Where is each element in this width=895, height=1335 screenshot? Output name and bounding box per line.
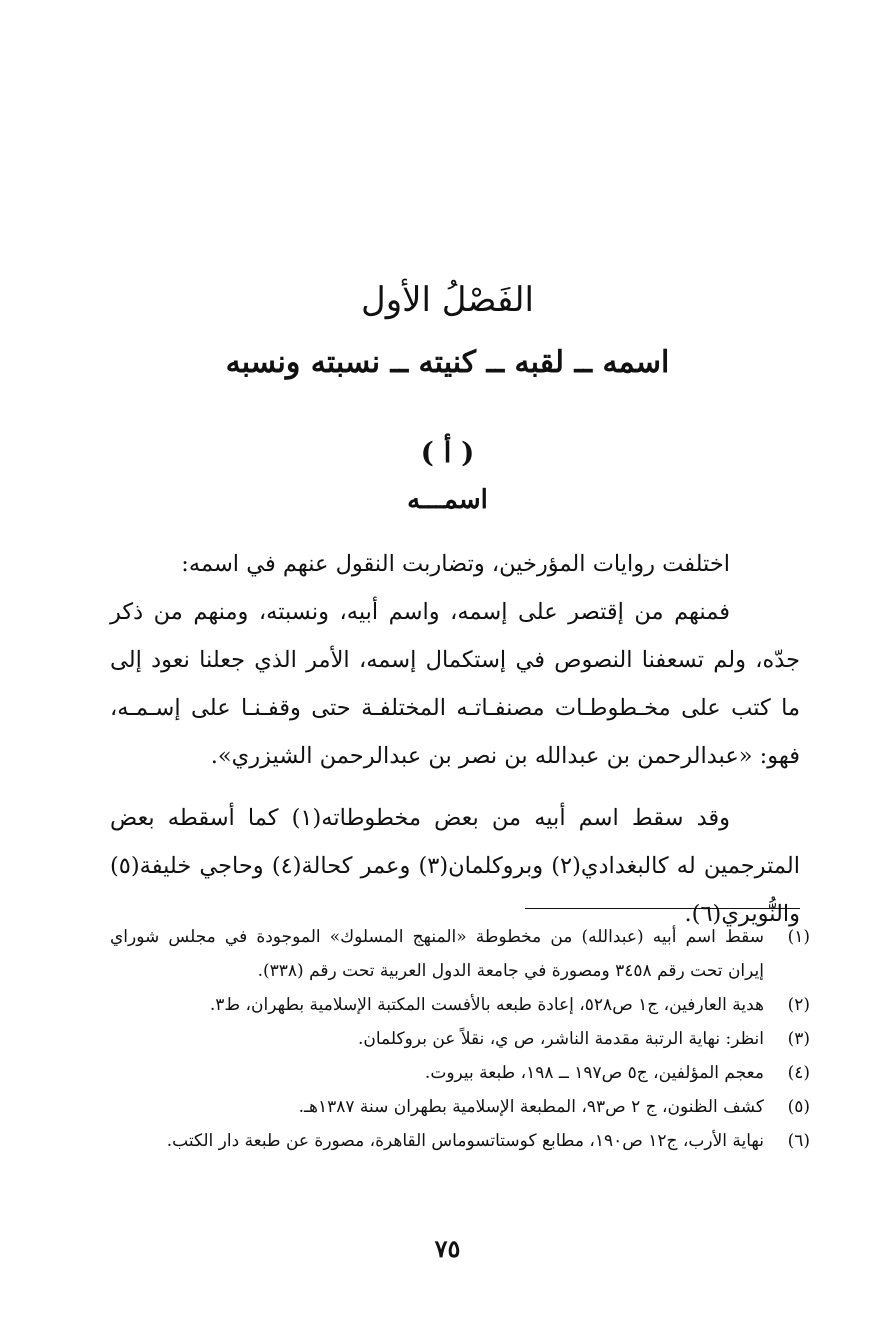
footnote-text: نهاية الأرب، ج١٢ ص١٩٠، مطابع كوستاتسوماس القاهرة، مصورة عن طبعة دار الكتب.: [166, 1131, 764, 1151]
footnote-number: (٢): [787, 995, 810, 1015]
paragraph-1: [110, 540, 800, 588]
footnote-number: (٦): [787, 1131, 810, 1151]
paragraph-text: اختلفت روايات المؤرخين، وتضاربت النقول عنهم في اسمه:: [181, 551, 730, 577]
footnote-item: [110, 988, 810, 1022]
footnote-text: هدية العارفين، ج١ ص٥٢٨، إعادة طبعه بالأفست المكتبة الإسلامية بطهران، ط٣.: [209, 995, 764, 1015]
chapter-title: الفَصْلُ الأول: [360, 280, 534, 320]
section-letter: ( أ ): [420, 436, 475, 469]
paragraph-text: فمنهم من إقتصر على إسمه، واسم أبيه، ونسبته، ومنهم من ذكر جدّه، ولم تسعفنا النصوص في إستكمال إسمه، الأمر الذي جعلنا نعود إلى ما كتب على مخـطوطـات مصنفـاتـه المختلفـة حتى وقفـنـا على إسـمـه، فهو: «عبدالرحمن بن عبدالله بن نصر بن عبدالرحمن الشيزري».: [110, 599, 800, 769]
footnote-item: [110, 1056, 810, 1090]
paragraph-2: [110, 588, 800, 780]
footnote-number: (٤): [787, 1063, 810, 1083]
footnote-item: [110, 920, 810, 988]
footnote-text: معجم المؤلفين، ج٥ ص١٩٧ ــ ١٩٨، طبعة بيروت.: [424, 1063, 764, 1083]
footnote-number: (١): [787, 927, 810, 947]
footnote-text: كشف الظنون، ج ٢ ص٩٣، المطبعة الإسلامية بطهران سنة ١٣٨٧هـ.: [298, 1097, 764, 1117]
page-number: ٧٥: [434, 1234, 461, 1263]
footnote-item: [110, 1022, 810, 1056]
paragraph-3: [110, 794, 800, 938]
section-title: اسمـــه: [407, 485, 488, 515]
footnote-item: [110, 1090, 810, 1124]
chapter-subtitle: اسمه ــ لقبه ــ كنيته ــ نسبته ونسبه: [225, 345, 670, 380]
footnote-text: انظر: نهاية الرتبة مقدمة الناشر، ص ي، نقلاً عن بروكلمان.: [357, 1029, 764, 1049]
footnote-item: [110, 1124, 810, 1158]
paragraph-text: وقد سقط اسم أبيه من بعض مخطوطاته(١) كما أسقطه بعض المترجمين له كالبغدادي(٢) وبروكلمان(٣) وعمر كحالة(٤) وحاجي خليفة(٥) والنُّويري(٦).: [110, 805, 800, 927]
footnote-number: (٥): [787, 1097, 810, 1117]
footnotes-list: [110, 920, 810, 1158]
footnote-text: سقط اسم أبيه (عبدالله) من مخطوطة «المنهج المسلوك» الموجودة في مجلس شوراي إيران تحت رقم ٣٤٥٨ ومصورة في جامعة الدول العربية تحت رقم (٣٣٨).: [110, 927, 764, 981]
footnote-number: (٣): [787, 1029, 810, 1049]
footnote-divider: [525, 908, 800, 909]
